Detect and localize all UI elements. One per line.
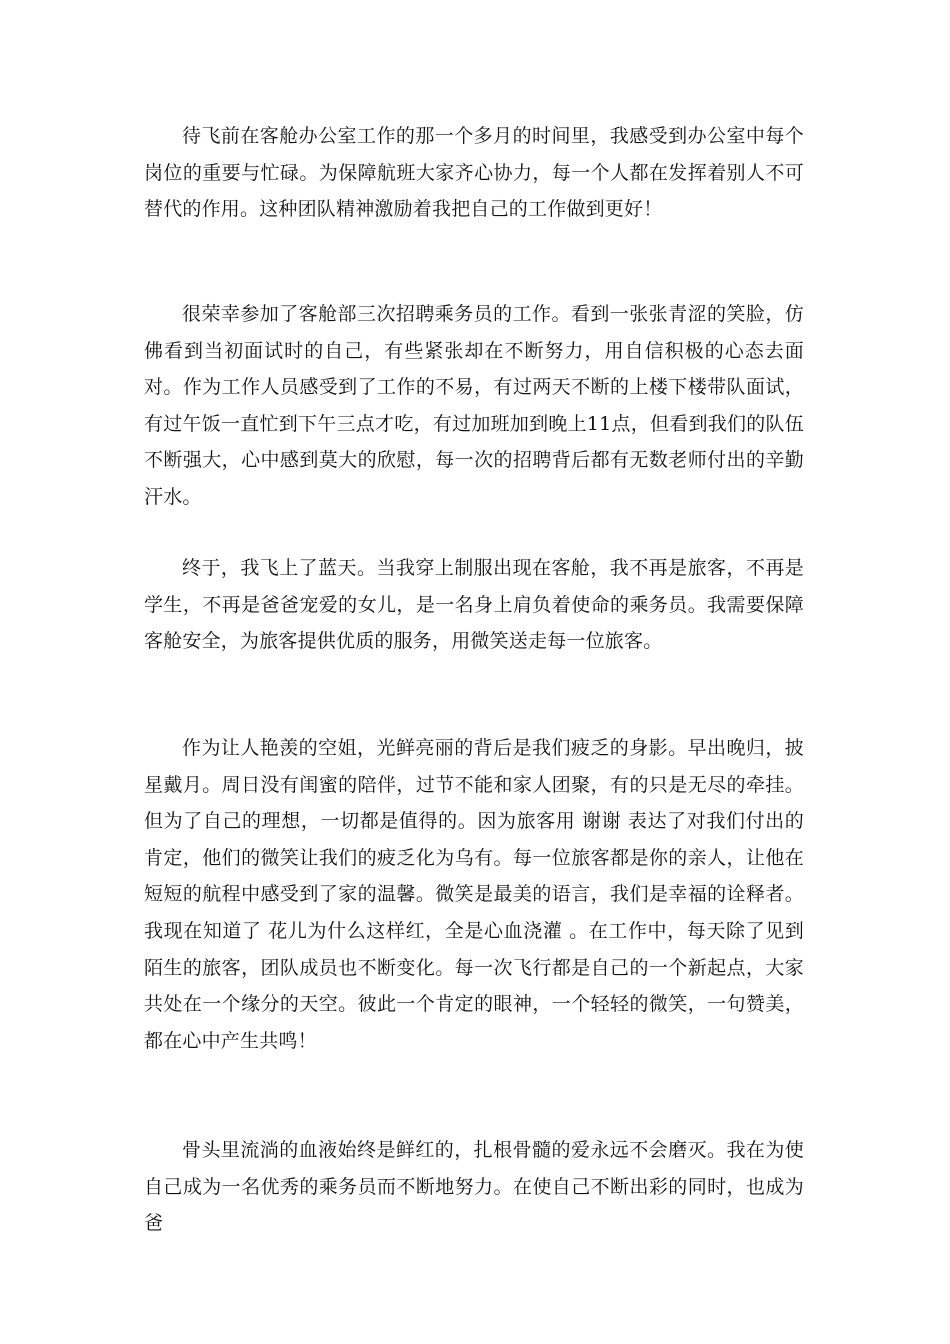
paragraph-4: 作为让人艳羡的空姐，光鲜亮丽的背后是我们疲乏的身影。早出晚归，披星戴月。周日没有闺蜜的陪伴，过节不能和家人团聚，有的只是无尽的牵挂。但为了自己的理想，一切都是值得的。因为旅客用 谢谢 表达了对我们付出的肯定，他们的微笑让我们的疲乏化为乌有。每一位旅客都是你的亲人，让他在短短的航程中感受到了家的温馨。微笑是最美的语言，我们是幸福的诠释者。我现在知道了 花儿为什么这样红，全是心血浇灌 。在工作中，每天除了见到陌生的旅客，团队成员也不断变化。每一次飞行都是自己的一个新起点，大家共处在一个缘分的天空。彼此一个肯定的眼神，一个轻轻的微笑，一句赞美，都在心中产生共鸣！ [144,737,804,1052]
paragraph-3: 终于，我飞上了蓝天。当我穿上制服出现在客舱，我不再是旅客，不再是学生，不再是爸爸宠爱的女儿，是一名身上肩负着使命的乘务员。我需要保障客舱安全，为旅客提供优质的服务，用微笑送走每一位旅客。 [144,557,804,653]
paragraph-1: 待飞前在客舱办公室工作的那一个多月的时间里，我感受到办公室中每个岗位的重要与忙碌。为保障航班大家齐心协力，每一个人都在发挥着别人不可替代的作用。这种团队精神激励着我把自己的工作做到更好！ [144,125,804,221]
paragraph-2: 很荣幸参加了客舱部三次招聘乘务员的工作。看到一张张青涩的笑脸，仿佛看到当初面试时的自己，有些紧张却在不断努力，用自信积极的心态去面对。作为工作人员感受到了工作的不易，有过两天不断的上楼下楼带队面试，有过午饭一直忙到下午三点才吃，有过加班加到晚上11点，但看到我们的队伍不断强大，心中感到莫大的欣慰，每一次的招聘背后都有无数老师付出的辛勤汗水。 [144,303,804,508]
paragraph-5: 骨头里流淌的血液始终是鲜红的，扎根骨髓的爱永远不会磨灭。我在为使自己成为一名优秀的乘务员而不断地努力。在使自己不断出彩的同时，也成为爸 [144,1139,804,1235]
